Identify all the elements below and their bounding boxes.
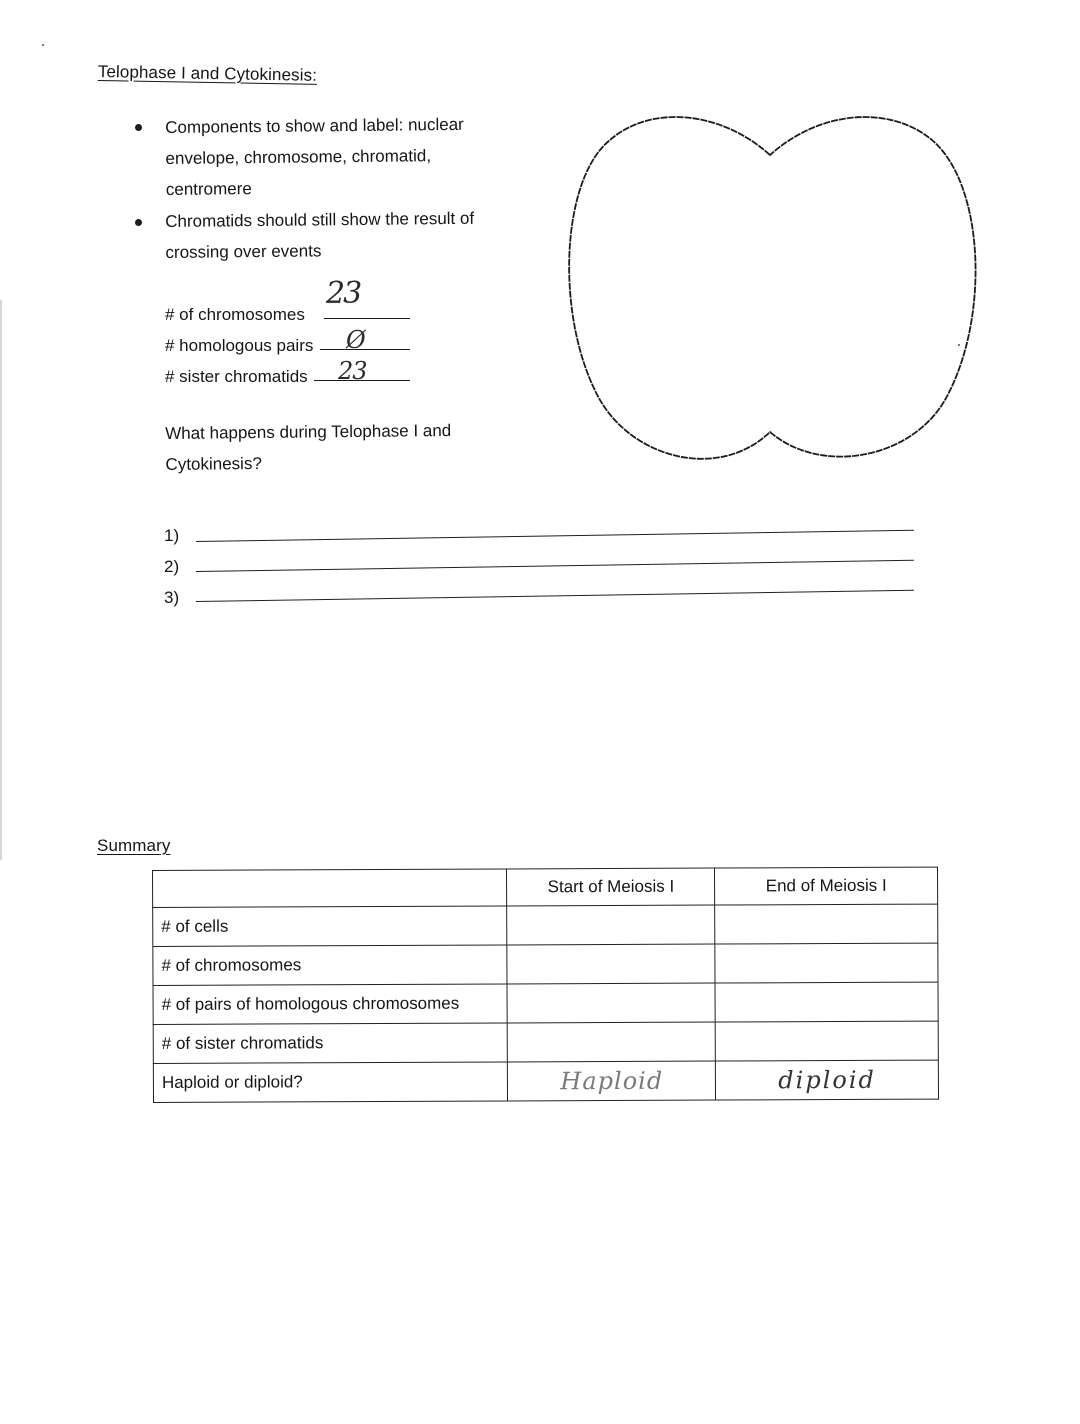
bullet-2-line-2: crossing over events — [165, 241, 322, 262]
chromosome-count-value: 23 — [326, 276, 361, 311]
bullet-1-line-2: envelope, chromosome, chromatid, — [165, 146, 432, 168]
sister-chromatids-label: # sister chromatids — [165, 367, 308, 386]
bullet-1-line-3: centromere — [165, 179, 252, 199]
end-ploidy-value: diploid — [778, 1065, 876, 1095]
end-cell[interactable] — [715, 1021, 938, 1061]
answer-line-1[interactable] — [196, 530, 914, 542]
bullet-icon — [135, 219, 142, 226]
end-cell[interactable] — [715, 943, 938, 983]
end-cell[interactable] — [715, 904, 938, 944]
table-row — [153, 943, 938, 985]
summary-header-blank — [153, 869, 508, 908]
answer-line-3[interactable] — [196, 590, 914, 602]
sister-chromatids-value: 23 — [338, 357, 367, 385]
start-cell[interactable] — [507, 944, 715, 984]
section-heading-telophase: Telophase I and Cytokinesis: — [97, 62, 318, 85]
row-label: # of pairs of homologous chromosomes — [153, 984, 508, 1025]
bullet-icon — [135, 124, 142, 131]
question-line-1: What happens during Telophase I and — [165, 421, 452, 443]
start-cell[interactable] — [508, 1022, 716, 1062]
chromosome-count-label: # of chromosomes — [165, 305, 305, 324]
answer-number-3: 3) — [164, 588, 180, 607]
start-cell-handwritten[interactable] — [508, 1061, 716, 1101]
table-row — [153, 904, 938, 946]
section-heading-summary: Summary — [97, 836, 171, 855]
row-label: # of chromosomes — [153, 945, 508, 986]
start-cell[interactable] — [507, 983, 715, 1023]
summary-header-row — [153, 867, 938, 907]
table-row — [153, 1021, 938, 1063]
summary-header-start: Start of Meiosis I — [507, 868, 715, 906]
scan-edge-artifact — [0, 300, 2, 860]
bullet-2-line-1: Chromatids should still show the result of — [165, 208, 475, 231]
instruction-bullet-1 — [165, 109, 465, 205]
table-row — [153, 1060, 938, 1102]
start-cell[interactable] — [507, 905, 715, 945]
answer-number-1: 1) — [164, 526, 180, 545]
cell-membrane-outline — [569, 117, 975, 459]
row-label: # of cells — [153, 906, 508, 947]
homologous-pairs-label: # homologous pairs — [165, 336, 314, 355]
summary-table — [152, 867, 939, 1103]
scan-speck — [42, 44, 44, 46]
dividing-cell-outline[interactable] — [540, 100, 1000, 490]
chromosome-count-blank[interactable] — [324, 318, 410, 319]
end-cell[interactable] — [715, 982, 938, 1022]
scan-speck — [958, 344, 960, 346]
end-cell-handwritten[interactable] — [716, 1060, 939, 1100]
instruction-bullet-2 — [165, 203, 475, 268]
row-label: Haploid or diploid? — [153, 1062, 508, 1103]
row-label: # of sister chromatids — [153, 1023, 508, 1064]
answer-line-2[interactable] — [196, 560, 914, 572]
bullet-1-line-1: Components to show and label: nuclear — [165, 114, 464, 137]
table-row — [153, 982, 938, 1024]
answer-number-2: 2) — [164, 557, 180, 576]
homologous-pairs-value: Ø — [346, 326, 366, 354]
summary-header-end: End of Meiosis I — [715, 867, 938, 905]
start-ploidy-value: Haploid — [560, 1066, 664, 1096]
question-line-2: Cytokinesis? — [165, 453, 262, 474]
telophase-question — [165, 415, 452, 480]
